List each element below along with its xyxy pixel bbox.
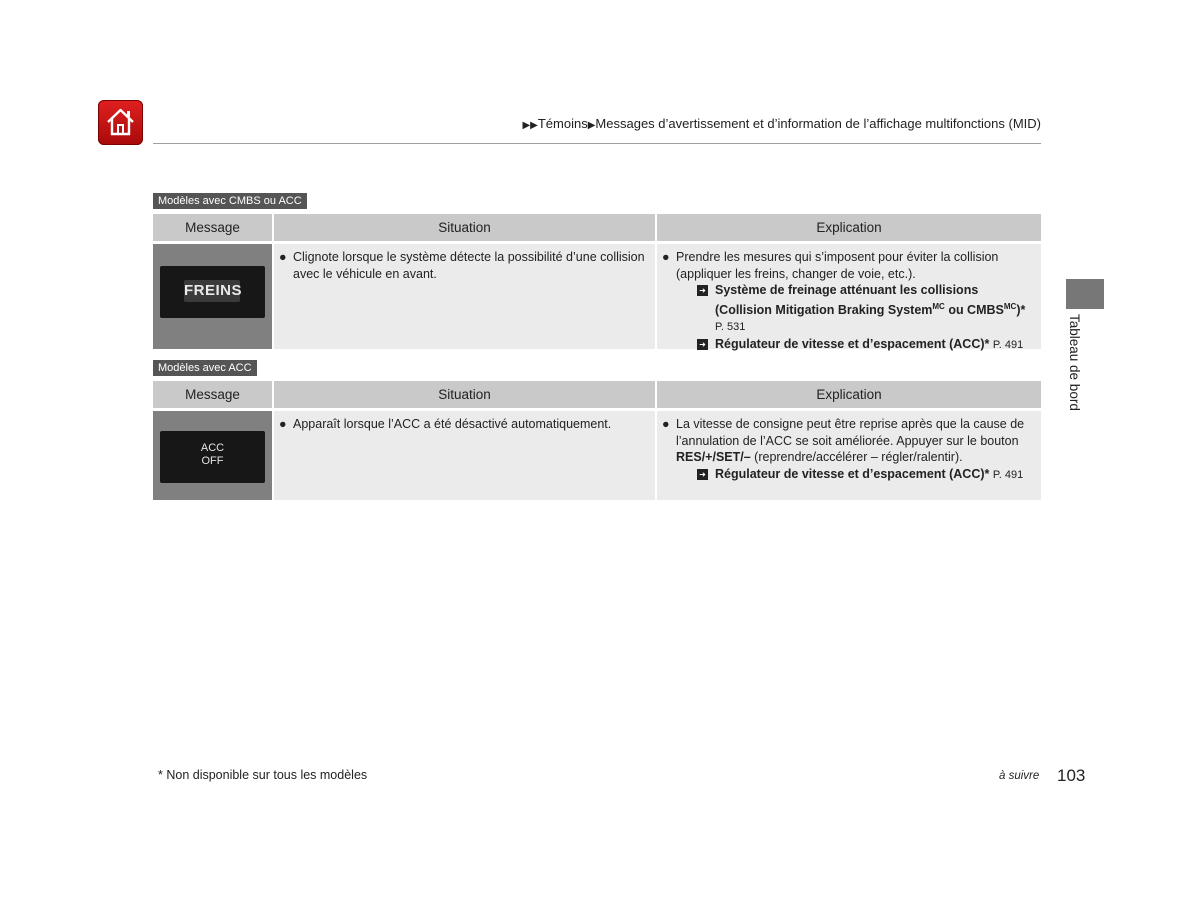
arrow-right-icon: ▶	[587, 120, 596, 131]
explication-cell	[657, 411, 1041, 500]
side-tab-marker[interactable]	[1066, 279, 1104, 309]
reference-arrow-icon: ➜	[697, 285, 708, 296]
explication-text: (reprendre/accélérer – régler/ralentir).	[750, 450, 963, 464]
reference-title: Régulateur de vitesse et d’espacement (ACC)	[715, 466, 985, 481]
message-table	[153, 214, 1041, 349]
page-number: 103	[1057, 766, 1086, 785]
table-row	[153, 411, 1041, 500]
column-header-explication: Explication	[657, 381, 1041, 408]
home-icon	[105, 106, 136, 138]
asterisk: *	[984, 336, 990, 351]
column-header-situation: Situation	[274, 381, 655, 408]
situation-cell	[274, 244, 655, 349]
situation-text: Clignote lorsque le système détecte la possibilité d’une collision avec le véhicule en avant.	[293, 250, 645, 281]
table-header	[153, 381, 1041, 408]
message-display-cell	[153, 244, 272, 349]
reference-arrow-icon: ➜	[697, 469, 708, 480]
button-name: RES/+/SET/–	[676, 450, 751, 464]
breadcrumb	[522, 116, 1041, 131]
reference-title: ou CMBS	[944, 302, 1004, 317]
section-tag: Modèles avec ACC	[153, 360, 257, 376]
cross-reference-link[interactable]	[662, 336, 1037, 354]
explication-text: Prendre les mesures qui s’imposent pour éviter la collision (appliquer les freins, changer de voie, etc.).	[676, 250, 999, 281]
situation-cell	[274, 411, 655, 500]
asterisk: *	[1020, 302, 1026, 317]
bullet-icon: ●	[662, 417, 670, 431]
page-reference: P. 491	[992, 468, 1024, 481]
header-divider	[153, 143, 1041, 144]
message-table	[153, 381, 1041, 500]
column-header-message: Message	[153, 381, 272, 408]
asterisk: *	[984, 466, 990, 481]
footnote: * Non disponible sur tous les modèles	[158, 768, 368, 782]
message-display-cell	[153, 411, 272, 500]
superscript: MC	[932, 301, 945, 311]
arrow-right-icon: ▶▶	[522, 120, 538, 131]
breadcrumb-item[interactable]: Messages d’avertissement et d’information de l’affichage multifonctions (MID)	[595, 116, 1041, 131]
reference-title: Système de freinage atténuant les collisions (Collision Mitigation Braking System	[715, 283, 979, 317]
bullet-icon: ●	[662, 250, 670, 264]
page-reference: P. 531	[715, 321, 746, 334]
mid-display	[160, 266, 265, 318]
breadcrumb-item[interactable]: Témoins	[537, 116, 588, 131]
superscript: MC	[1003, 301, 1017, 311]
column-header-explication: Explication	[657, 214, 1041, 241]
reference-title: Régulateur de vitesse et d’espacement (ACC)	[715, 336, 985, 351]
explication-cell	[657, 244, 1041, 349]
side-tab-label: Tableau de bord	[1067, 314, 1082, 411]
bullet-icon: ●	[279, 250, 287, 264]
column-header-message: Message	[153, 214, 272, 241]
column-header-situation: Situation	[274, 214, 655, 241]
continued-note: à suivre	[999, 770, 1040, 782]
cross-reference-link[interactable]	[662, 282, 1037, 336]
display-message: FREINS	[184, 280, 240, 302]
reference-title: )	[1016, 302, 1021, 317]
display-message	[160, 442, 265, 468]
section-tag: Modèles avec CMBS ou ACC	[153, 193, 307, 209]
page-reference: P. 491	[992, 338, 1024, 351]
reference-arrow-icon: ➜	[697, 339, 708, 350]
bullet-icon: ●	[279, 417, 287, 431]
home-button[interactable]	[98, 100, 143, 145]
situation-text: Apparaît lorsque l’ACC a été désactivé automatiquement.	[293, 417, 612, 431]
table-header	[153, 214, 1041, 241]
display-line: OFF	[201, 455, 224, 467]
mid-display	[160, 431, 265, 483]
table-row	[153, 244, 1041, 349]
explication-text: La vitesse de consigne peut être reprise après que la cause de l’annulation de l’ACC se soit améliorée. Appuyer sur le bouton	[676, 417, 1025, 448]
cross-reference-link[interactable]	[662, 466, 1037, 484]
display-line: ACC	[200, 442, 225, 454]
